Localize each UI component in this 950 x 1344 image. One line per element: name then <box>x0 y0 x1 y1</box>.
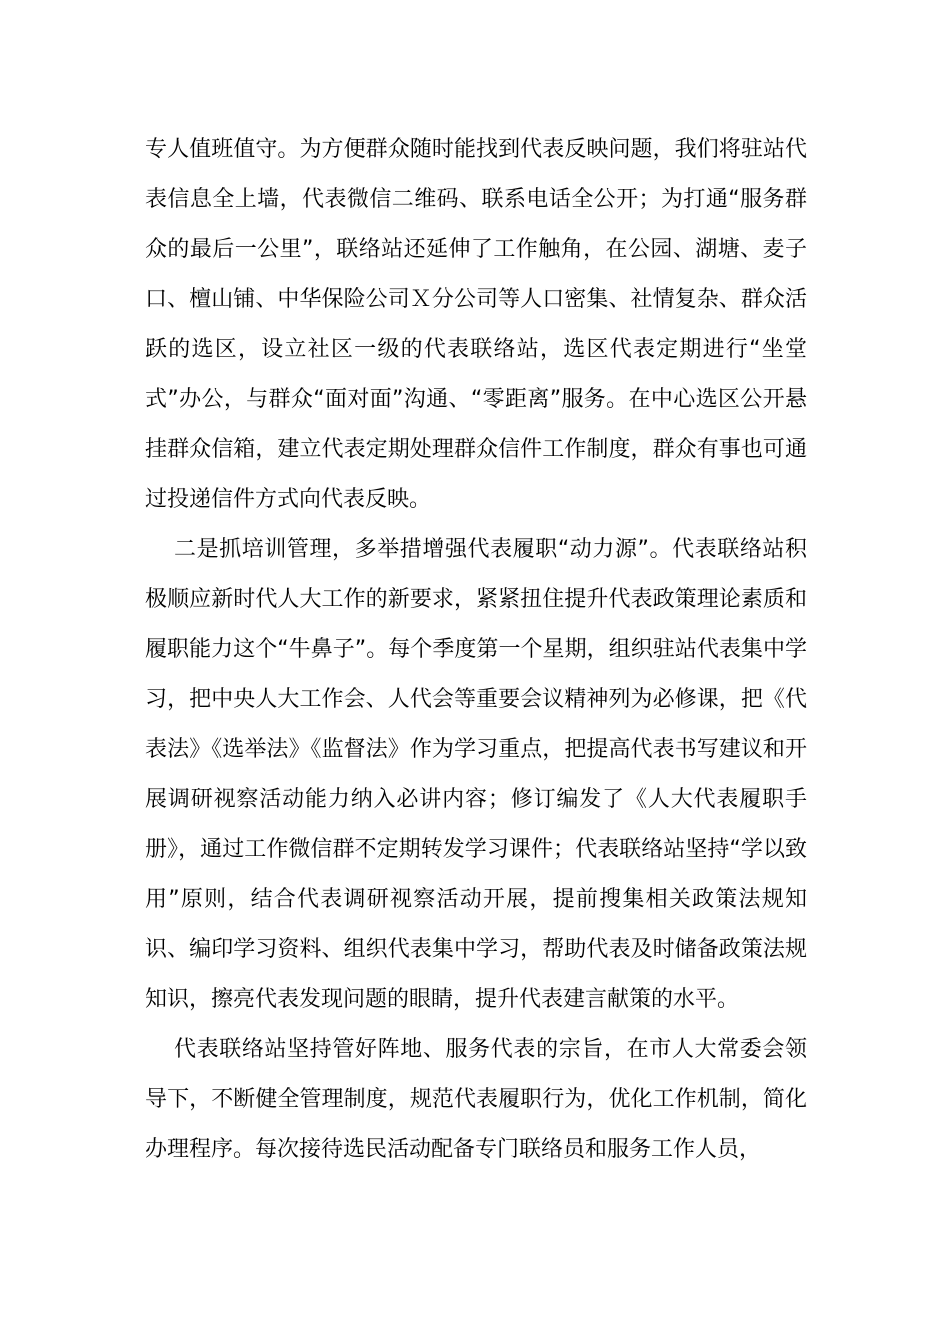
paragraph-2: 二是抓培训管理，多举措增强代表履职“动力源”。代表联络站积极顺应新时代人大工作的新要求，紧紧扭住提升代表政策理论素质和履职能力这个“牛鼻子”。每个季度第一个星期，组织驻站代表集中学习，把中央人大工作会、人代会等重要会议精神列为必修课，把《代表法》《选举法》《监督法》作为学习重点，把提高代表书写建议和开展调研视察活动能力纳入必讲内容；修订编发了《人大代表履职手册》，通过工作微信群不定期转发学习课件；代表联络站坚持“学以致用”原则，结合代表调研视察活动开展，提前搜集相关政策法规知识、编印学习资料、组织代表集中学习，帮助代表及时储备政策法规知识，擦亮代表发现问题的眼睛，提升代表建言献策的水平。 <box>145 537 807 1012</box>
document-body <box>145 125 807 1175</box>
paragraph-3: 代表联络站坚持管好阵地、服务代表的宗旨，在市人大常委会领导下，不断健全管理制度，规范代表履职行为，优化工作机制，简化办理程序。每次接待选民活动配备专门联络员和服务工作人员， <box>145 1037 807 1162</box>
paragraph-1: 专人值班值守。为方便群众随时能找到代表反映问题，我们将驻站代表信息全上墙，代表微信二维码、联系电话全公开；为打通“服务群众的最后一公里”，联络站还延伸了工作触角，在公园、湖塘、麦子口、檀山铺、中华保险公司Ｘ分公司等人口密集、社情复杂、群众活跃的选区，设立社区一级的代表联络站，选区代表定期进行“坐堂式”办公，与群众“面对面”沟通、“零距离”服务。在中心选区公开悬挂群众信箱，建立代表定期处理群众信件工作制度，群众有事也可通过投递信件方式向代表反映。 <box>145 137 807 512</box>
